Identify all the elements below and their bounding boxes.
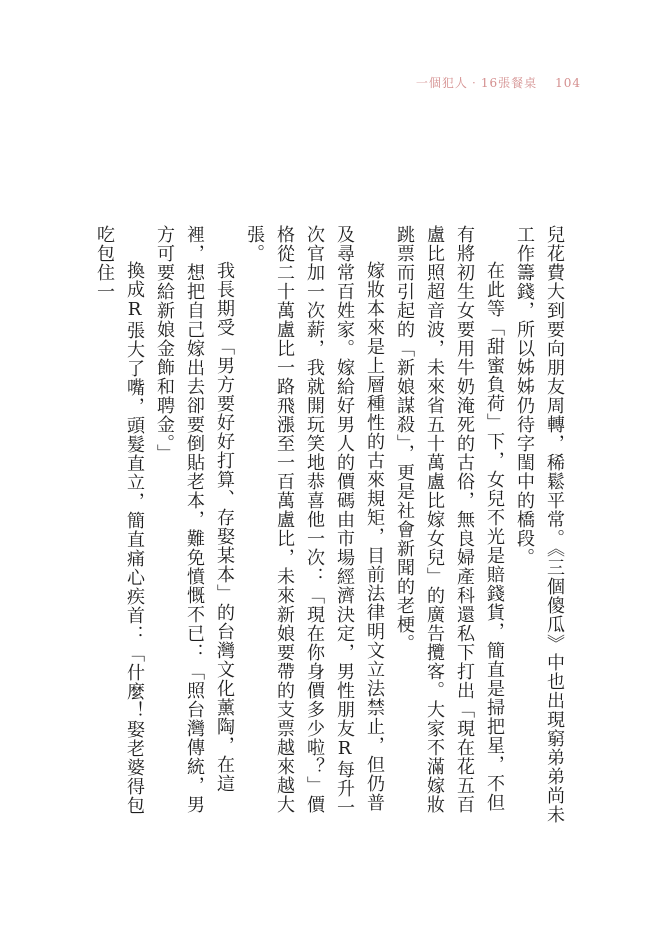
paragraph: 換成R張大了嘴，頭髮直立，簡直痛心疾首：「什麼！娶老婆得包吃包住一 bbox=[94, 225, 145, 815]
paragraph: 在此等「甜蜜負荷」下，女兒不光是賠錢貨，簡直是掃把星，不但有將初生女要用牛奶淹死的古俗，無良婦產科還私下打出「現在花五百盧比照超音波，未來省五十萬盧比嫁女兒」的廣告攬客。大家不滿嫁妝跳票而引起的「新娘謀殺」，更是社會新聞的老梗。 bbox=[394, 225, 505, 814]
paragraph: 嫁妝本來是上層種性的古來規矩，目前法律明文立法禁止，但仍普及尋常百姓家。嫁給好男人的價碼由市場經濟決定，男性朋友R每升一次官加一次薪，我就開玩笑地恭喜他一次：「現在你身價多少啦？」價格從二十萬盧比一路飛漲至一百萬盧比，未來新娘要帶的支票越來越大張。 bbox=[244, 225, 385, 817]
paragraph: 兒花費大到要向朋友周轉，稀鬆平常。《三個傻瓜》中也出現窮弟弟尚未工作籌錢，所以姊姊仍待字閨中的橋段。 bbox=[514, 225, 565, 824]
page-number: 104 bbox=[555, 76, 581, 90]
paragraph: 我長期受「男方要好好打算、存娶某本」的台灣文化薰陶，在這裡，想把自己嫁出去卻要倒貼老本，難免憤慨不已：「照台灣傳統，男方可要給新娘金飾和聘金。」 bbox=[154, 225, 235, 814]
body-text-column bbox=[49, 225, 569, 825]
running-header-title: 一個犯人‧16張餐桌 bbox=[415, 76, 538, 90]
running-header bbox=[416, 74, 581, 91]
